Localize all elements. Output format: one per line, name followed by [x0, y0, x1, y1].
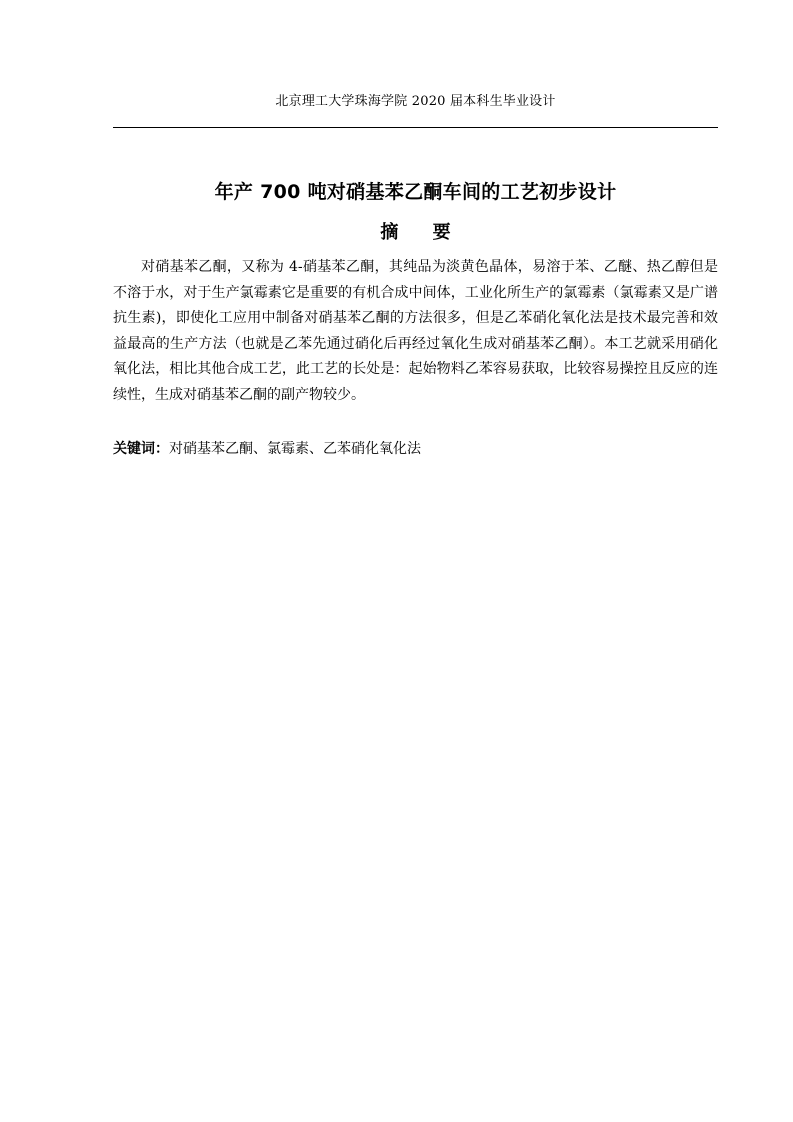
- keywords-label: 关键词：: [113, 441, 169, 457]
- abstract-heading: 摘 要: [380, 222, 465, 243]
- keywords-value: 对硝基苯乙酮、氯霉素、乙苯硝化氧化法: [169, 441, 421, 457]
- running-header: 北京理工大学珠海学院 2020 届本科生毕业设计: [275, 94, 556, 109]
- abstract-paragraph: 对硝基苯乙酮，又称为 4-硝基苯乙酮，其纯品为淡黄色晶体，易溶于苯、乙醚、热乙醇但是不溶于水，对于生产氯霉素它是重要的有机合成中间体，工业化所生产的氯霉素（氯霉素又是广谱抗生素)，即使化工应用中制备对硝基苯乙酮的方法很多，但是乙苯硝化氧化法是技术最完善和效益最高的生产方法（也就是乙苯先通过硝化后再经过氧化生成对硝基苯乙酮）。本工艺就采用硝化氧化法，相比其他合成工艺，此工艺的长处是：起始物料乙苯容易获取，比较容易操控且反应的连续性，生成对硝基苯乙酮的副产物较少。: [113, 259, 718, 403]
- document-title: 年产 700 吨对硝基苯乙酮车间的工艺初步设计: [214, 181, 617, 203]
- header-divider: [113, 127, 718, 128]
- keywords-line: [113, 437, 718, 461]
